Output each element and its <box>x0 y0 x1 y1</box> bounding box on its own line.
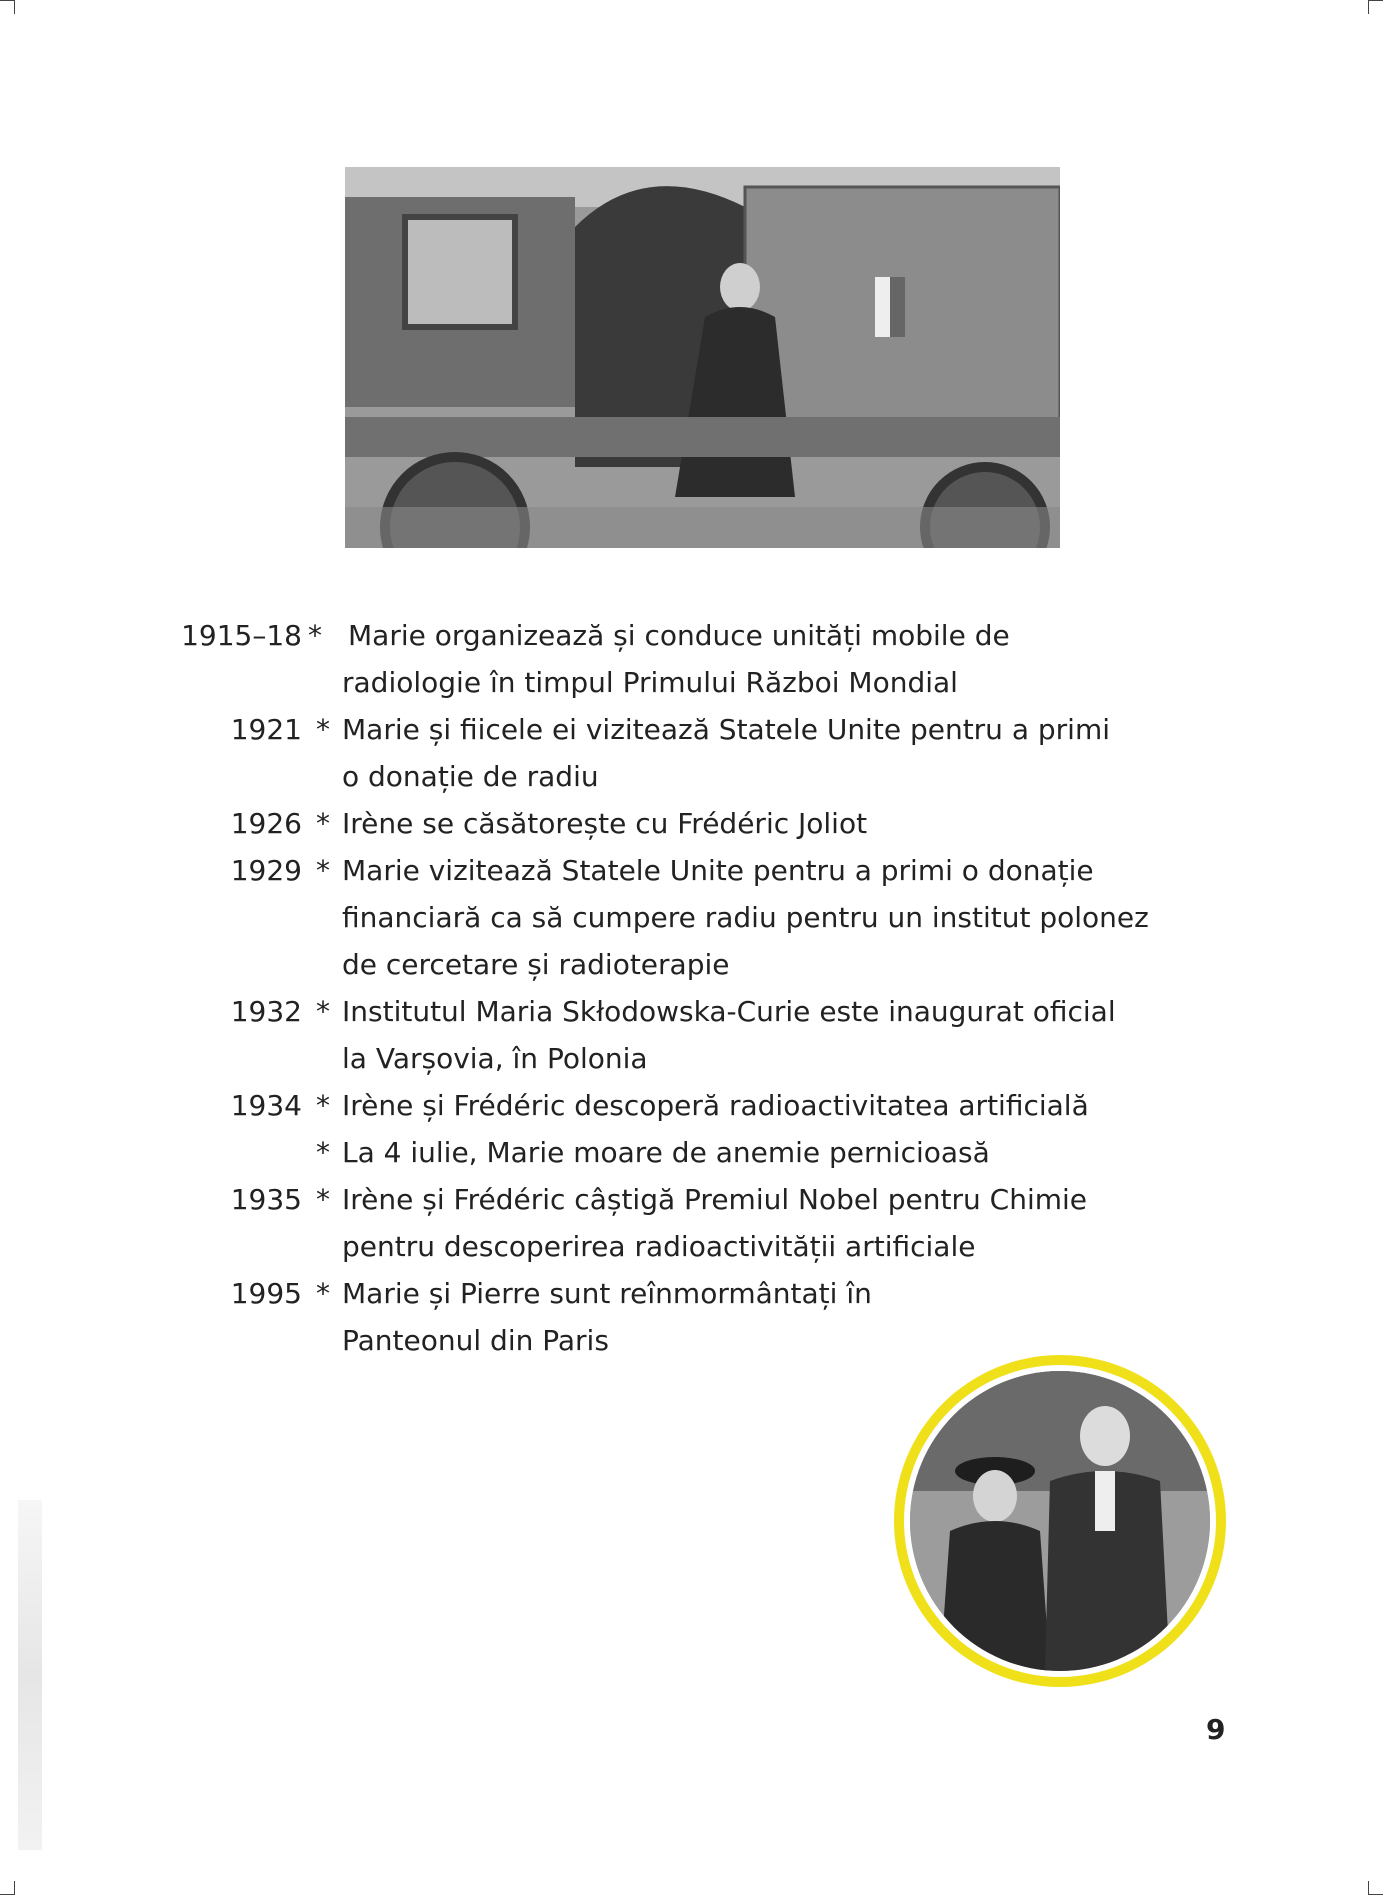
timeline-line <box>0 1270 1383 1317</box>
timeline-year: 1934 <box>230 1089 302 1122</box>
timeline-year: 1929 <box>230 854 302 887</box>
timeline-line <box>0 659 1383 706</box>
page-edge-strip <box>18 1500 42 1850</box>
timeline-bullet: * <box>316 1089 330 1122</box>
page-number: 9 <box>1206 1713 1226 1746</box>
timeline-text: o donație de radiu <box>342 760 599 793</box>
timeline-text: Panteonul din Paris <box>342 1324 609 1357</box>
timeline-text: Irène și Frédéric câștigă Premiul Nobel pentru Chimie <box>342 1183 1088 1216</box>
timeline-bullet: * <box>316 713 330 746</box>
timeline-bullet: * <box>316 854 330 887</box>
timeline-text: Marie și fiicele ei vizitează Statele Unite pentru a primi <box>342 713 1111 746</box>
timeline-text: Marie și Pierre sunt reînmormântați în <box>342 1277 872 1310</box>
timeline-line <box>0 847 1383 894</box>
timeline-bullet: * <box>316 807 330 840</box>
timeline-line <box>0 612 1383 659</box>
timeline-text: de cercetare și radioterapie <box>342 948 730 981</box>
timeline-year: 1915–18 <box>181 619 302 652</box>
timeline-line <box>0 1223 1383 1270</box>
timeline-year: 1932 <box>230 995 302 1028</box>
timeline-year: 1926 <box>230 807 302 840</box>
timeline-line <box>0 1129 1383 1176</box>
timeline-text: Irène și Frédéric descoperă radioactivitatea artificială <box>342 1089 1089 1122</box>
timeline <box>0 612 1383 1364</box>
timeline-bullet: * <box>316 1136 330 1169</box>
timeline-bullet: * <box>316 995 330 1028</box>
timeline-line <box>0 800 1383 847</box>
portrait-circle-frame <box>894 1355 1226 1687</box>
timeline-bullet: * <box>308 619 322 652</box>
timeline-line <box>0 753 1383 800</box>
timeline-line <box>0 894 1383 941</box>
timeline-text: La 4 iulie, Marie moare de anemie pernicioasă <box>342 1136 990 1169</box>
timeline-text: radiologie în timpul Primului Război Mondial <box>342 666 958 699</box>
timeline-line <box>0 988 1383 1035</box>
timeline-line <box>0 1176 1383 1223</box>
photo-radiology-truck <box>345 167 1060 548</box>
timeline-text: pentru descoperirea radioactivității artificiale <box>342 1230 976 1263</box>
timeline-text: financiară ca să cumpere radiu pentru un institut polonez <box>342 901 1149 934</box>
timeline-text: Irène se căsătorește cu Frédéric Joliot <box>342 807 868 840</box>
timeline-year: 1935 <box>230 1183 302 1216</box>
timeline-text: la Varșovia, în Polonia <box>342 1042 648 1075</box>
timeline-line <box>0 1035 1383 1082</box>
timeline-text: Marie organizează și conduce unități mobile de <box>348 619 1010 652</box>
timeline-line <box>0 1317 1383 1364</box>
timeline-bullet: * <box>316 1277 330 1310</box>
timeline-year: 1921 <box>230 713 302 746</box>
timeline-text: Institutul Maria Skłodowska-Curie este inaugurat oficial <box>342 995 1116 1028</box>
timeline-line <box>0 706 1383 753</box>
photo-curie-with-president <box>910 1371 1210 1671</box>
timeline-line <box>0 941 1383 988</box>
timeline-bullet: * <box>316 1183 330 1216</box>
timeline-line <box>0 1082 1383 1129</box>
timeline-text: Marie vizitează Statele Unite pentru a primi o donație <box>342 854 1094 887</box>
timeline-year: 1995 <box>230 1277 302 1310</box>
